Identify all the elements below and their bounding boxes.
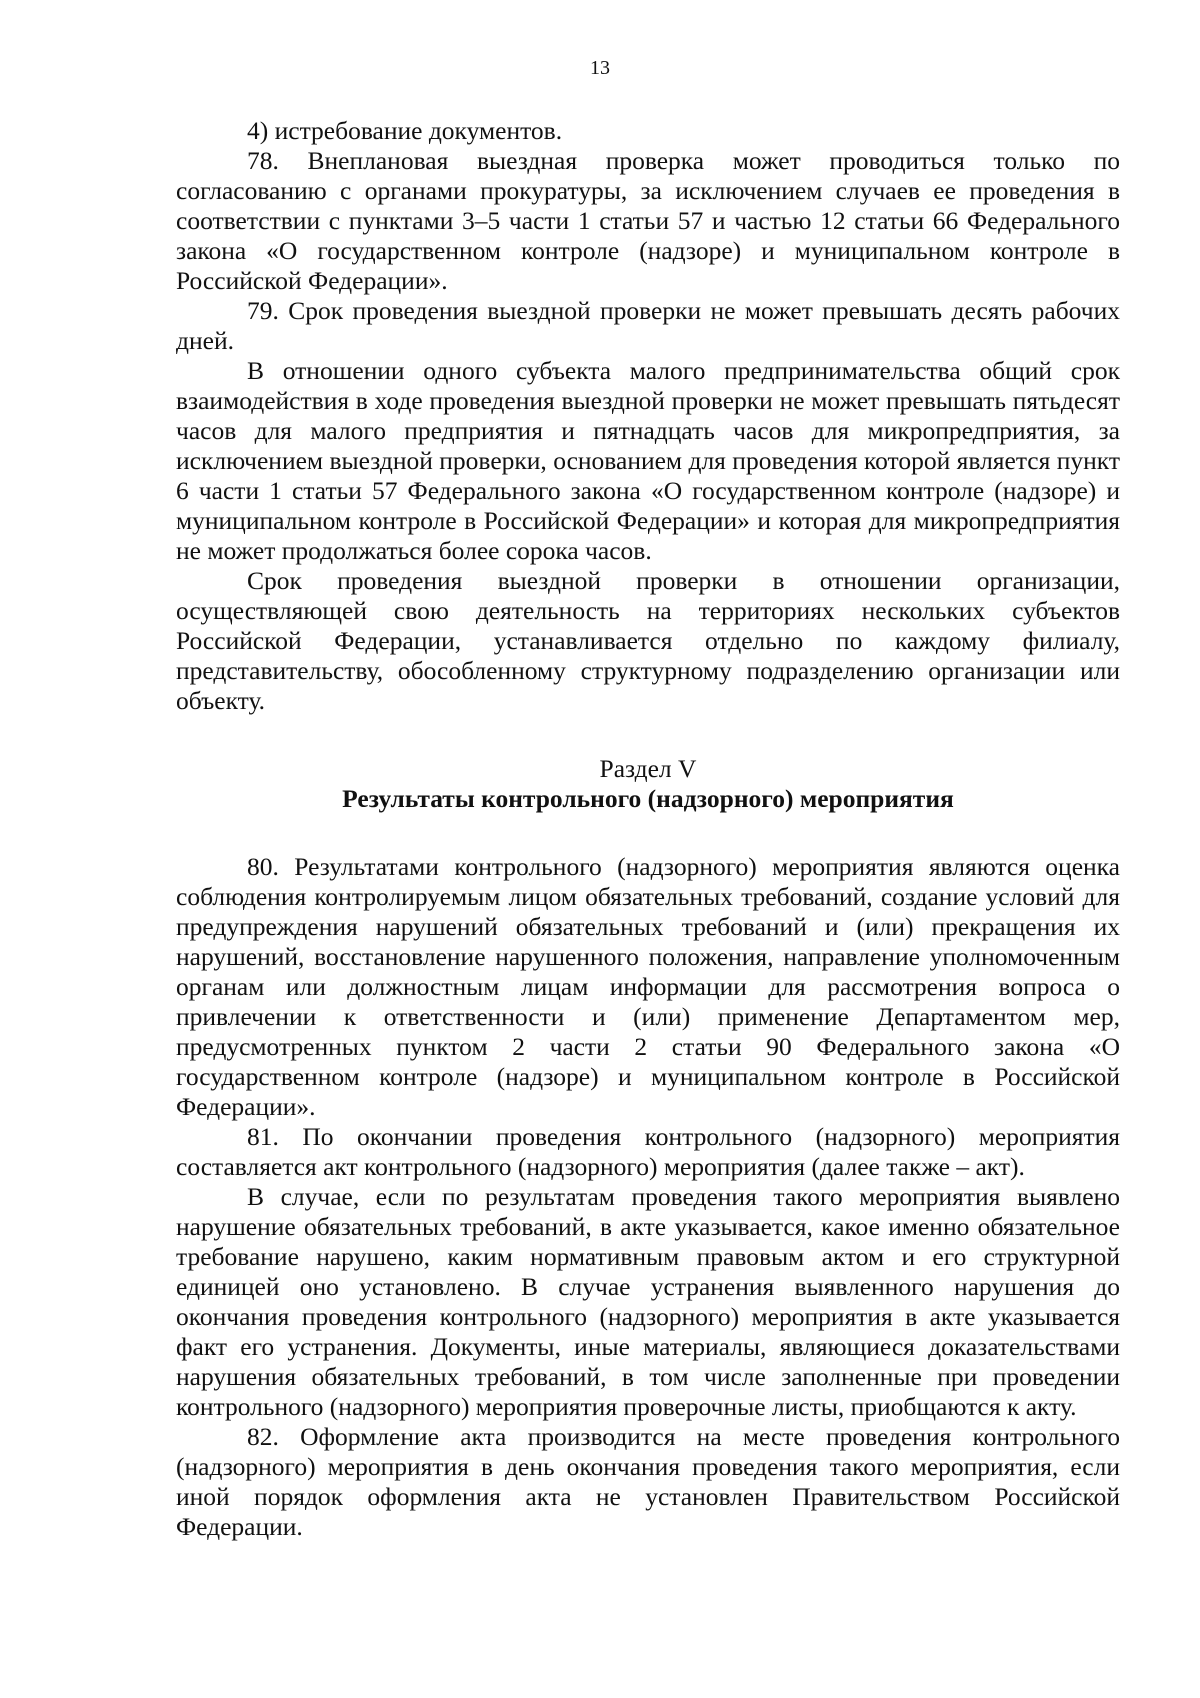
paragraph: 82. Оформление акта производится на месте проведения контрольного (надзорного) мероприятия в день окончания проведения такого мероприятия, если иной порядок оформления акта не установлен Правительством Российской Федерации.: [176, 1422, 1120, 1541]
paragraph: В отношении одного субъекта малого предпринимательства общий срок взаимодействия в ходе проведения выездной проверки не может превышать пятьдесят часов для малого предприятия и пятнадцать часов для микропредприятия, за исключением выездной проверки, основанием для проведения которой является пункт 6 части 1 статьи 57 Федерального закона «О государственном контроле (надзоре) и муниципальном контроле в Российской Федерации» и которая для микропредприятия не может продолжаться более сорока часов.: [176, 356, 1120, 565]
page-number: 13: [590, 57, 610, 79]
paragraph: 4) истребование документов.: [247, 116, 563, 145]
paragraph: 79. Срок проведения выездной проверки не может превышать десять рабочих дней.: [176, 296, 1120, 355]
paragraph: 78. Внеплановая выездная проверка может проводиться только по согласованию с органами прокуратуры, за исключением случаев ее проведения в соответствии с пунктами 3–5 части 1 статьи 57 и частью 12 статьи 66 Федерального закона «О государственном контроле (надзоре) и муниципальном контроле в Российской Федерации».: [176, 146, 1120, 295]
paragraph: В случае, если по результатам проведения такого мероприятия выявлено нарушение обязательных требований, в акте указывается, какое именно обязательное требование нарушено, каким нормативным правовым актом и его структурной единицей оно установлено. В случае устранения выявленного нарушения до окончания проведения контрольного (надзорного) мероприятия в акте указывается факт его устранения. Документы, иные материалы, являющиеся доказательствами нарушения обязательных требований, в том числе заполненные при проведении контрольного (надзорного) мероприятия проверочные листы, приобщаются к акту.: [176, 1182, 1120, 1421]
paragraph: Срок проведения выездной проверки в отношении организации, осуществляющей свою деятельность на территориях нескольких субъектов Российской Федерации, устанавливается отдельно по каждому филиалу, представительству, обособленному структурному подразделению организации или объекту.: [176, 566, 1120, 715]
paragraph: 81. По окончании проведения контрольного (надзорного) мероприятия составляется акт контрольного (надзорного) мероприятия (далее также – акт).: [176, 1122, 1120, 1181]
section-heading: Результаты контрольного (надзорного) мероприятия: [342, 784, 954, 813]
document-body: [176, 116, 1120, 1542]
paragraph: 80. Результатами контрольного (надзорного) мероприятия являются оценка соблюдения контролируемым лицом обязательных требований, создание условий для предупреждения нарушений обязательных требований и (или) прекращения их нарушений, восстановление нарушенного положения, направление уполномоченным органам или должностным лицам информации для рассмотрения вопроса о привлечении к ответственности и (или) применение Департаментом мер, предусмотренных пунктом 2 части 2 статьи 90 Федерального закона «О государственном контроле (надзоре) и муниципальном контроле в Российской Федерации».: [176, 852, 1120, 1121]
section-label: Раздел V: [599, 754, 697, 783]
